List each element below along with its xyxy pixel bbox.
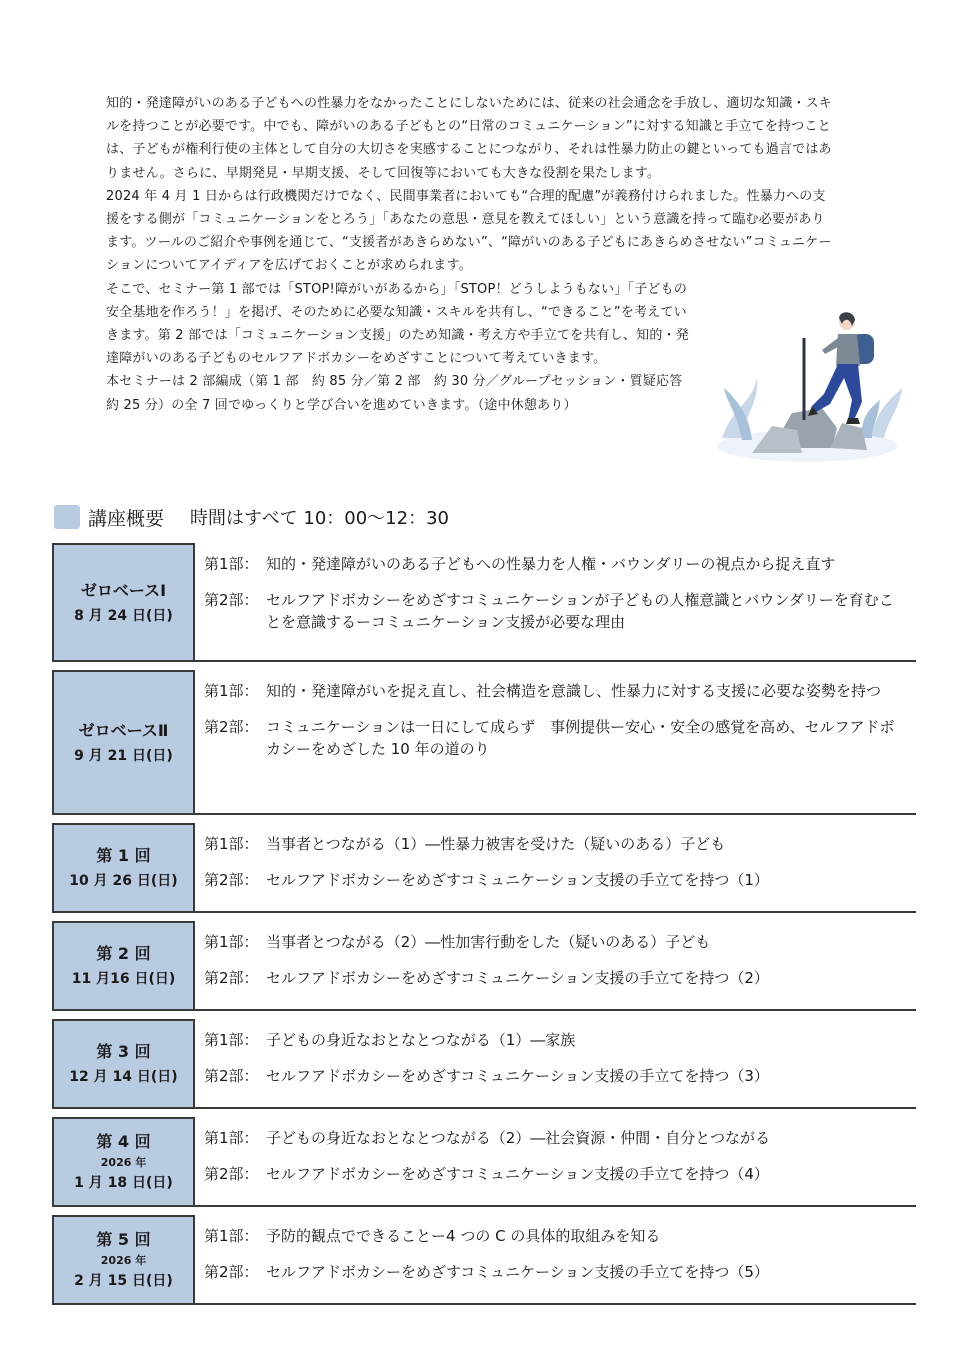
part-label: 第1部： (204, 555, 259, 573)
part-1 (204, 1127, 908, 1149)
session-row (52, 921, 916, 1011)
hiker-illustration (712, 308, 912, 468)
session-label (52, 1019, 195, 1107)
part-text: セルフアドボカシーをめざすコミュニケーション支援の手立てを持つ（3） (266, 1067, 769, 1085)
session-name: 第 1 回 (96, 846, 151, 865)
session-content (195, 543, 916, 660)
part-text: コミュニケーションは一日にして成らず 事例提供ー安心・安全の感覚を高め、セルフアドボカシーをめざした 10 年の道のり (266, 718, 895, 758)
part-text: 予防的観点でできることー4 つの C の具体的取組みを知る (266, 1227, 661, 1245)
session-content (195, 1215, 916, 1303)
section-header (54, 503, 449, 531)
session-content (195, 1019, 916, 1107)
session-date: 9 月 21 日(日) (74, 747, 173, 764)
part-label: 第1部： (204, 835, 259, 853)
session-content (195, 823, 916, 911)
part-label: 第2部： (204, 718, 259, 736)
session-name: 第 2 回 (96, 944, 151, 963)
session-row (52, 670, 916, 815)
session-row (52, 1117, 916, 1207)
section-time: 時間はすべて 10：00～12：30 (190, 508, 449, 529)
session-year: 2026 年 (100, 1156, 147, 1169)
part-label: 第2部： (204, 1263, 259, 1281)
part-text: 当事者とつながる（2）―性加害行動をした（疑いのある）子ども (266, 933, 711, 951)
part-2 (204, 1261, 908, 1283)
session-row (52, 1215, 916, 1305)
session-name: 第 5 回 (96, 1230, 151, 1249)
session-label (52, 823, 195, 911)
session-row (52, 1019, 916, 1109)
intro-paragraph-3: そこで、セミナー第 1 部では「STOP!障がいがあるから」「STOP！どうしようもない」「子どもの安全基地を作ろう！」を掲げ、そのために必要な知識・スキルを共有し、“できること”を考えていきます。第 2 部では「コミュニケーション支援」のため知識・考え方や手立てを共有し、知的・発達障がいのある子どものセルフアドボカシーをめざすことについて考えていきます。 (106, 281, 689, 367)
session-date: 10 月 26 日(日) (69, 873, 178, 889)
session-name: 第 4 回 (96, 1132, 151, 1151)
part-text: 当事者とつながる（1）―性暴力被害を受けた（疑いのある）子ども (266, 835, 726, 853)
part-1 (204, 1225, 908, 1247)
part-2 (204, 716, 908, 760)
part-2 (204, 1065, 908, 1087)
session-name: ゼロベースⅠ (80, 580, 167, 600)
part-label: 第1部： (204, 1031, 259, 1049)
session-label (52, 543, 195, 660)
part-2 (204, 967, 908, 989)
part-1 (204, 931, 908, 953)
part-text: 知的・発達障がいを捉え直し、社会構造を意識し、性暴力に対する支援に必要な姿勢を持つ (266, 682, 882, 700)
intro-paragraph-4: 本セミナーは 2 部編成（第 1 部 約 85 分／第 2 部 約 30 分／グループセッション・質疑応答 約 25 分）の全 7 回でゆっくりと学び合いを進めていきます。（途中休憩あり） (106, 374, 696, 413)
session-label (52, 670, 195, 813)
part-1 (204, 680, 908, 702)
session-year: 2026 年 (100, 1254, 147, 1267)
part-label: 第1部： (204, 682, 259, 700)
section-title: 講座概要 (88, 507, 165, 530)
part-text: セルフアドボカシーをめざすコミュニケーション支援の手立てを持つ（2） (266, 969, 769, 987)
part-text: セルフアドボカシーをめざすコミュニケーション支援の手立てを持つ（4） (266, 1165, 769, 1183)
part-label: 第2部： (204, 969, 259, 987)
session-label (52, 1215, 195, 1303)
part-1 (204, 833, 908, 855)
part-text: セルフアドボカシーをめざすコミュニケーション支援の手立てを持つ（1） (266, 871, 769, 889)
session-date: 1 月 18 日(日) (74, 1175, 173, 1191)
intro-paragraph-2: 2024 年 4 月 1 日からは行政機関だけでなく、民間事業者においても“合理的配慮”が義務付けられました。性暴力への支援をする側が「コミュニケーションをとろう」「あなたの意思・意見を教えてほしい」という意識を持って臨む必要があります。ツールのご紹介や事例を通じて、“支援者があきらめない”、“障がいのある子どもにあきらめさせない”コミュニケーションについてアイディアを広げておくことが求められます。 (106, 188, 832, 274)
part-text: 知的・発達障がいのある子どもへの性暴力を人権・バウンダリーの視点から捉え直す (266, 555, 836, 573)
session-date: 8 月 24 日(日) (74, 607, 173, 624)
part-2 (204, 1163, 908, 1185)
part-label: 第1部： (204, 933, 259, 951)
session-date: 12 月 14 日(日) (69, 1069, 178, 1085)
part-1 (204, 553, 908, 575)
session-date: 2 月 15 日(日) (74, 1273, 173, 1289)
part-1 (204, 1029, 908, 1051)
part-text: セルフアドボカシーをめざすコミュニケーション支援の手立てを持つ（5） (266, 1263, 769, 1281)
part-text: 子どもの身近なおとなとつながる（2）―社会資源・仲間・自分とつながる (266, 1129, 770, 1147)
part-text: 子どもの身近なおとなとつながる（1）―家族 (266, 1031, 576, 1049)
part-label: 第2部： (204, 1067, 259, 1085)
session-content (195, 1117, 916, 1205)
section-marker-icon (54, 505, 80, 529)
part-label: 第1部： (204, 1129, 259, 1147)
session-date: 11 月16 日(日) (71, 971, 176, 987)
session-label (52, 1117, 195, 1205)
session-name: ゼロベースⅡ (78, 720, 169, 740)
part-label: 第1部： (204, 1227, 259, 1245)
session-content (195, 670, 916, 813)
session-content (195, 921, 916, 1009)
part-label: 第2部： (204, 1165, 259, 1183)
part-text: セルフアドボカシーをめざすコミュニケーションが子どもの人権意識とバウンダリーを育むことを意識するーコミュニケーション支援が必要な理由 (266, 591, 894, 631)
session-row (52, 823, 916, 913)
session-label (52, 921, 195, 1009)
intro-paragraph-1: 知的・発達障がいのある子どもへの性暴力をなかったことにしないためには、従来の社会通念を手放し、適切な知識・スキルを持つことが必要です。中でも、障がいのある子どもとの“日常のコミュニケーション”に対する知識と手立てを持つことは、子どもが権利行使の主体として自分の大切さを実感することにつながり、それは性暴力防止の鍵といっても過言ではありません。さらに、早期発見・早期支援、そして回復等においても大きな役割を果たします。 (106, 96, 833, 181)
session-name: 第 3 回 (96, 1042, 151, 1061)
part-label: 第2部： (204, 591, 259, 609)
part-2 (204, 869, 908, 891)
part-2 (204, 589, 908, 633)
part-label: 第2部： (204, 871, 259, 889)
schedule-table (52, 543, 916, 1305)
session-row (52, 543, 916, 662)
